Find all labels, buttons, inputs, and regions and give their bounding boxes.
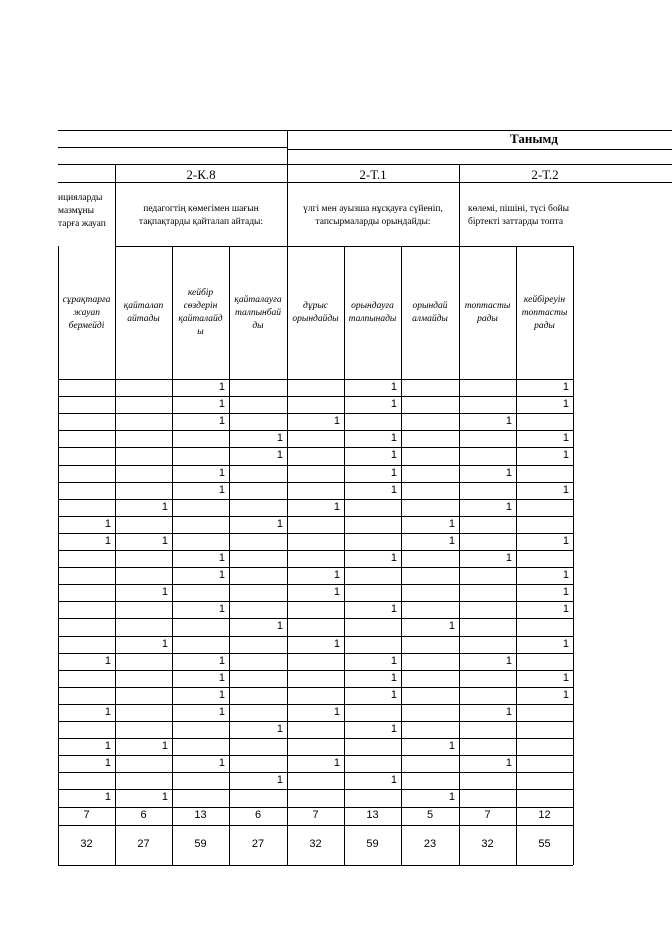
table-cell	[58, 601, 115, 618]
group-code-2-t2: 2-Т.2	[531, 167, 559, 182]
table-cell: 1	[505, 705, 512, 718]
table-cell	[58, 430, 115, 447]
table-cell	[287, 516, 344, 533]
table-cell: 1	[390, 603, 397, 616]
table-cell	[344, 567, 401, 584]
table-cell	[115, 430, 172, 447]
table-cell	[287, 653, 344, 670]
table-cell	[344, 584, 401, 601]
table-cell	[58, 465, 115, 482]
table-cell	[229, 533, 287, 550]
table-cell	[172, 721, 229, 738]
table-cell: 1	[333, 415, 340, 428]
table-cell	[58, 396, 115, 413]
table-cell	[229, 653, 287, 670]
table-cell	[344, 533, 401, 550]
table-cell	[172, 789, 229, 806]
table-cell	[401, 430, 459, 447]
table-cell	[516, 618, 573, 635]
table-cell: 1	[333, 757, 340, 770]
table-cell	[115, 413, 172, 430]
table-cell: 1	[104, 654, 111, 667]
table-cell	[459, 738, 516, 755]
subcolumn-header-5: орындауға талпынады	[348, 301, 397, 324]
table-cell	[459, 721, 516, 738]
table-cell	[516, 413, 573, 430]
table-cell	[229, 687, 287, 704]
table-cell	[287, 670, 344, 687]
table-cell: 1	[390, 483, 397, 496]
table-cell	[344, 618, 401, 635]
table-cell: 1	[333, 705, 340, 718]
table-cell	[115, 465, 172, 482]
table-cell	[172, 738, 229, 755]
table-cell	[459, 567, 516, 584]
table-cell	[115, 516, 172, 533]
table-cell	[401, 567, 459, 584]
table-cell	[401, 755, 459, 772]
table-cell	[229, 704, 287, 721]
table-cell	[459, 670, 516, 687]
table-cell: 1	[218, 671, 225, 684]
percent-cell: 32	[309, 838, 322, 850]
table-cell	[115, 721, 172, 738]
table-cell	[459, 533, 516, 550]
table-cell: 1	[276, 432, 283, 445]
table-cell: 1	[276, 517, 283, 530]
table-cell	[115, 550, 172, 567]
table-cell: 1	[333, 637, 340, 650]
table-cell	[287, 465, 344, 482]
table-cell: 1	[218, 483, 225, 496]
table-cell: 1	[276, 620, 283, 633]
table-cell	[58, 379, 115, 396]
table-cell: 1	[562, 449, 569, 462]
table-cell: 1	[448, 620, 455, 633]
table-cell: 1	[276, 449, 283, 462]
grid-line	[115, 164, 116, 246]
table-cell	[459, 396, 516, 413]
table-cell	[115, 704, 172, 721]
table-cell: 1	[562, 688, 569, 701]
percent-cell: 27	[137, 838, 150, 850]
total-cell: 6	[140, 808, 147, 821]
subcolumn-header-3: қайталауға талпынбай ды	[234, 294, 282, 331]
table-cell	[401, 687, 459, 704]
table-cell	[401, 772, 459, 789]
table-cell: 1	[161, 791, 168, 804]
table-cell	[229, 465, 287, 482]
table-cell	[401, 704, 459, 721]
table-cell: 1	[562, 381, 569, 393]
total-cell: 12	[538, 808, 551, 821]
table-cell	[459, 789, 516, 806]
table-cell	[229, 499, 287, 516]
table-cell: 1	[390, 432, 397, 445]
total-cell: 13	[366, 808, 379, 821]
table-cell: 1	[104, 517, 111, 530]
table-cell	[172, 618, 229, 635]
table-cell	[58, 636, 115, 653]
percent-cell: 55	[538, 838, 551, 850]
table-cell	[58, 618, 115, 635]
table-cell	[58, 772, 115, 789]
total-cell: 5	[426, 808, 434, 821]
table-cell	[287, 687, 344, 704]
table-cell: 1	[448, 517, 455, 530]
subcolumn-header-0: сұрақтарға жауап бермейді	[62, 294, 111, 331]
table-cell: 1	[562, 603, 569, 616]
grid-line	[287, 130, 288, 246]
table-cell: 1	[390, 688, 397, 701]
table-cell	[229, 738, 287, 755]
table-cell	[115, 772, 172, 789]
table-cell: 1	[562, 637, 569, 650]
table-cell: 1	[562, 534, 569, 547]
table-cell: 1	[505, 654, 512, 667]
table-cell	[287, 601, 344, 618]
subcolumn-header-8: кейбіреуін топтасты рады	[521, 294, 568, 331]
table-cell: 1	[390, 449, 397, 462]
table-cell	[229, 396, 287, 413]
group-description-2-k8: педагогтің көмегімен шағын тақпақтарды қайталап айтады:	[138, 204, 264, 227]
table-cell	[172, 584, 229, 601]
table-cell: 1	[161, 534, 168, 547]
table-cell	[287, 618, 344, 635]
table-cell	[516, 704, 573, 721]
table-cell	[459, 618, 516, 635]
group-description-2-t1: үлгі мен ауызша нұсқауға сүйеніп, тапсырмаларды орындайды:	[303, 204, 443, 227]
table-cell	[115, 755, 172, 772]
table-cell: 1	[505, 500, 512, 513]
table-cell	[516, 516, 573, 533]
table-cell: 1	[104, 740, 111, 753]
table-cell	[459, 482, 516, 499]
table-cell	[287, 447, 344, 464]
table-cell	[229, 482, 287, 499]
table-cell: 1	[161, 500, 168, 513]
table-cell: 1	[218, 603, 225, 616]
table-cell: 1	[505, 466, 512, 479]
table-cell	[172, 772, 229, 789]
table-cell	[287, 482, 344, 499]
table-cell: 1	[333, 500, 340, 513]
table-cell	[401, 601, 459, 618]
table-cell	[115, 482, 172, 499]
table-cell: 1	[390, 654, 397, 667]
table-cell	[401, 396, 459, 413]
table-cell	[115, 567, 172, 584]
table-cell	[229, 670, 287, 687]
table-cell	[459, 447, 516, 464]
table-cell: 1	[218, 552, 225, 564]
table-cell	[401, 499, 459, 516]
table-cell	[516, 738, 573, 755]
table-cell	[287, 533, 344, 550]
table-cell	[516, 755, 573, 772]
table-cell	[229, 584, 287, 601]
grid-line	[58, 164, 672, 165]
table-cell	[229, 379, 287, 396]
table-cell	[172, 516, 229, 533]
table-cell: 1	[218, 654, 225, 667]
table-cell: 1	[390, 381, 397, 393]
table-cell: 1	[505, 757, 512, 770]
table-cell: 1	[218, 757, 225, 770]
group-description-2-t2: көлемі, пішіні, түсі бойы біртекті заттарды топта	[468, 204, 570, 227]
total-cell: 7	[484, 808, 491, 821]
table-title: Танымд	[510, 131, 558, 146]
table-cell: 1	[218, 466, 225, 479]
group-code-2-k8: 2-К.8	[186, 167, 216, 182]
percent-cell: 59	[194, 838, 207, 850]
table-cell: 1	[562, 483, 569, 496]
table-cell	[516, 499, 573, 516]
table-cell	[401, 584, 459, 601]
table-cell: 1	[218, 415, 225, 428]
table-cell: 1	[276, 774, 283, 787]
total-cell: 7	[83, 808, 90, 821]
percent-cell: 23	[423, 838, 437, 850]
table-cell: 1	[333, 569, 340, 582]
table-cell	[287, 396, 344, 413]
table-cell	[58, 550, 115, 567]
table-cell	[172, 430, 229, 447]
table-cell	[229, 601, 287, 618]
table-cell: 1	[562, 671, 569, 684]
table-cell	[287, 772, 344, 789]
grid-line	[573, 246, 574, 865]
table-cell: 1	[218, 569, 225, 582]
table-cell	[459, 687, 516, 704]
table-cell	[115, 618, 172, 635]
table-cell: 1	[218, 398, 225, 411]
subcolumn-header-6: орындай алмайды	[412, 301, 448, 324]
table-cell: 1	[390, 552, 397, 564]
percent-cell: 59	[366, 838, 379, 850]
table-cell	[344, 704, 401, 721]
table-cell: 1	[390, 466, 397, 479]
table-cell	[229, 789, 287, 806]
table-cell	[344, 636, 401, 653]
percent-cell: 27	[251, 838, 265, 850]
table-cell	[516, 550, 573, 567]
table-cell: 1	[161, 740, 168, 753]
table-cell	[172, 636, 229, 653]
table-cell: 1	[276, 723, 283, 735]
table-cell	[172, 447, 229, 464]
table-cell	[58, 584, 115, 601]
table-cell	[344, 413, 401, 430]
table-cell	[459, 516, 516, 533]
table-cell	[58, 482, 115, 499]
table-cell	[459, 636, 516, 653]
subcolumn-header-1: қайталап айтады	[123, 301, 164, 324]
table-cell	[401, 550, 459, 567]
table-cell	[58, 721, 115, 738]
table-cell	[516, 721, 573, 738]
grid-line	[58, 147, 287, 148]
table-cell: 1	[104, 791, 111, 804]
table-cell: 1	[161, 637, 168, 650]
table-cell	[459, 430, 516, 447]
grid-line	[58, 825, 573, 826]
subcolumn-header-2: кейбір сөздерін қайталайд ы	[178, 288, 223, 337]
table-cell	[229, 755, 287, 772]
table-cell	[459, 601, 516, 618]
table-cell	[459, 584, 516, 601]
percent-cell: 32	[481, 838, 494, 850]
grid-line	[58, 865, 573, 866]
total-cell: 13	[194, 808, 207, 821]
table-cell: 1	[218, 381, 225, 393]
table-cell	[344, 755, 401, 772]
table-cell: 1	[333, 586, 340, 599]
table-cell: 1	[390, 671, 397, 684]
table-cell	[115, 447, 172, 464]
table-cell	[172, 533, 229, 550]
group-code-2-t1: 2-Т.1	[359, 167, 387, 182]
table-cell	[344, 789, 401, 806]
table-cell	[58, 670, 115, 687]
table-cell	[459, 379, 516, 396]
table-cell: 1	[448, 791, 455, 804]
table-cell	[287, 789, 344, 806]
table-cell	[229, 636, 287, 653]
table-cell	[115, 670, 172, 687]
grid-line	[58, 182, 672, 183]
table-cell	[58, 447, 115, 464]
group-description-0: ицияларды мазмұны тарға жауап	[58, 193, 106, 229]
table-cell: 1	[448, 534, 455, 547]
table-cell: 1	[390, 398, 397, 411]
table-cell	[287, 721, 344, 738]
table-cell: 1	[218, 705, 225, 718]
grid-line	[459, 164, 460, 246]
table-cell: 1	[390, 723, 397, 735]
table-cell	[58, 499, 115, 516]
table-cell	[401, 482, 459, 499]
table-cell: 1	[104, 534, 111, 547]
table-cell: 1	[448, 740, 455, 753]
table-cell	[516, 653, 573, 670]
table-cell	[229, 413, 287, 430]
table-cell: 1	[104, 705, 111, 718]
table-cell: 1	[104, 757, 111, 770]
grid-line	[287, 149, 672, 150]
table-cell	[401, 653, 459, 670]
table-cell: 1	[562, 432, 569, 445]
table-cell	[172, 499, 229, 516]
subcolumn-header-7: топтасты рады	[464, 301, 511, 324]
grid-line	[58, 130, 672, 131]
table-cell	[516, 465, 573, 482]
subcolumn-header-4: дұрыс орындайды	[292, 301, 339, 324]
table-cell	[58, 567, 115, 584]
table-cell	[115, 601, 172, 618]
table-cell	[115, 687, 172, 704]
table-cell	[58, 687, 115, 704]
table-cell	[401, 465, 459, 482]
table-cell: 1	[562, 398, 569, 411]
table-cell	[58, 413, 115, 430]
total-cell: 6	[254, 808, 262, 821]
table-cell	[229, 567, 287, 584]
table-cell	[115, 396, 172, 413]
table-cell: 1	[390, 774, 397, 787]
table-cell	[516, 772, 573, 789]
table-cell: 1	[505, 415, 512, 428]
table-cell: 1	[161, 586, 168, 599]
table-cell	[344, 738, 401, 755]
total-cell: 7	[312, 808, 319, 821]
table-cell	[401, 670, 459, 687]
table-cell	[401, 413, 459, 430]
table-cell	[401, 447, 459, 464]
table-cell	[287, 379, 344, 396]
table-cell	[459, 772, 516, 789]
table-cell	[115, 653, 172, 670]
table-cell: 1	[505, 552, 512, 564]
table-cell	[287, 430, 344, 447]
table-cell	[401, 636, 459, 653]
table-cell	[344, 516, 401, 533]
table-cell: 1	[562, 586, 569, 599]
table-cell	[229, 550, 287, 567]
table-cell	[115, 379, 172, 396]
table-cell: 1	[218, 688, 225, 701]
table-cell: 1	[562, 569, 569, 582]
table-cell	[344, 499, 401, 516]
table-cell	[516, 789, 573, 806]
percent-cell: 32	[80, 838, 93, 850]
table-cell	[401, 721, 459, 738]
table-cell	[401, 379, 459, 396]
table-cell	[287, 550, 344, 567]
table-cell	[287, 738, 344, 755]
